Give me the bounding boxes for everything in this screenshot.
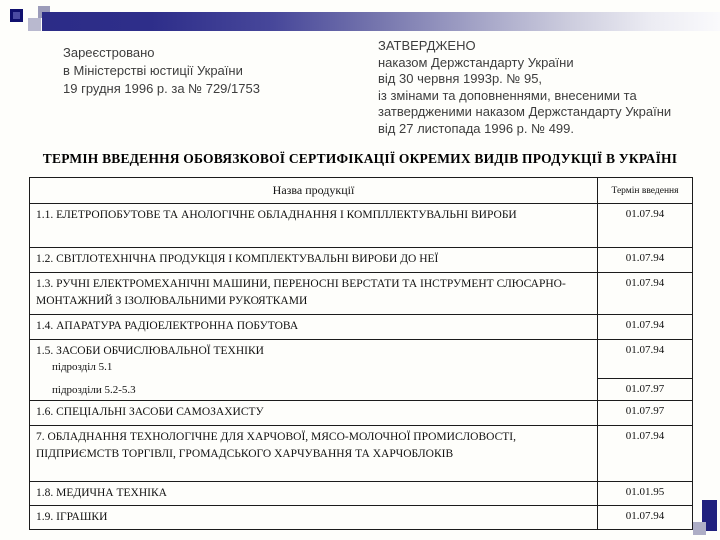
product-name-cell: [30, 401, 598, 426]
product-name-cell: [30, 315, 598, 340]
column-header-term: Термін введення: [598, 178, 693, 204]
table-row: [30, 315, 693, 340]
product-name-cell: [30, 340, 598, 401]
term-cell: 01.01.95: [598, 482, 693, 506]
product-name-text: 7. ОБЛАДНАННЯ ТЕХНОЛОГІЧНЕ ДЛЯ ХАРЧОВОЇ, МЯСО-МОЛОЧНОЇ ПРОМИСЛОВОСТІ, ПІДПРИЄМСТВ ТОРГІВЛІ, ГРОМАДСЬКОГО ХАРЧУВАННЯ ТА ХАРЧОБЛОКІВ: [36, 431, 516, 460]
table-row: [30, 426, 693, 482]
product-name-cell: [30, 273, 598, 315]
table-row: [30, 401, 693, 426]
table-row: [30, 273, 693, 315]
approval-note: [378, 38, 671, 137]
registration-note-line: Зареєстровано: [63, 45, 155, 60]
term-cell: 01.07.94: [598, 273, 693, 315]
product-name-text: 1.8. МЕДИЧНА ТЕХНІКА: [36, 487, 167, 499]
table-row: [30, 340, 693, 379]
product-subitem-text: підрозділ 5.1: [52, 361, 113, 373]
product-name-text: 1.5. ЗАСОБИ ОБЧИСЛЮВАЛЬНОЇ ТЕХНІКИ: [36, 345, 264, 357]
product-name-text: 1.2. СВІТЛОТЕХНІЧНА ПРОДУКЦІЯ І КОМПЛЕКТУВАЛЬНІ ВИРОБИ ДО НЕЇ: [36, 253, 439, 265]
product-name-text: 1.3. РУЧНІ ЕЛЕКТРОМЕХАНІЧНІ МАШИНИ, ПЕРЕНОСНІ ВЕРСТАТИ ТА ІНСТРУМЕНТ СЛЮСАРНО-МОНТАЖНИЙ З ІЗОЛЮВАЛЬНИМИ РУКОЯТКАМИ: [36, 278, 566, 307]
approval-note-line: від 27 листопада 1996 р. № 499.: [378, 120, 574, 136]
term-cell: 01.07.94: [598, 340, 693, 379]
product-name-text: 1.9. ІГРАШКИ: [36, 511, 108, 523]
approval-note-line: із змінами та доповненнями, внесеними та: [378, 87, 637, 103]
pixel-square-inner-blue-icon: [13, 12, 20, 19]
registration-note-line: в Міністерстві юстиції України: [63, 63, 243, 78]
approval-note-line: наказом Держстандарту України: [378, 54, 574, 70]
table-header-row: [30, 178, 693, 204]
column-header-product-name: Назва продукції: [30, 178, 598, 204]
pixel-square-light-gray-icon: [28, 18, 41, 31]
term-cell: 01.07.94: [598, 506, 693, 530]
table-row: [30, 506, 693, 530]
term-cell: 01.07.94: [598, 426, 693, 482]
certification-table: [29, 177, 693, 530]
product-name-text: 1.6. СПЕЦІАЛЬНІ ЗАСОБИ САМОЗАХИСТУ: [36, 406, 264, 418]
page-title: ТЕРМІН ВВЕДЕННЯ ОБОВЯЗКОВОЇ СЕРТИФІКАЦІЇ ОКРЕМИХ ВИДІВ ПРОДУКЦІЇ В УКРАЇНІ: [42, 151, 678, 166]
table-row: [30, 482, 693, 506]
product-name-cell: [30, 482, 598, 506]
product-name-cell: [30, 248, 598, 273]
product-name-text: 1.4. АПАРАТУРА РАДІОЕЛЕКТРОННА ПОБУТОВА: [36, 320, 299, 332]
table-row: [30, 248, 693, 273]
product-name-text: 1.1. ЕЛЕТРОПОБУТОВЕ ТА АНОЛОГІЧНЕ ОБЛАДНАННЯ І КОМПЛЛЕКТУВАЛЬНІ ВИРОБИ: [36, 209, 517, 221]
product-name-cell: [30, 506, 598, 530]
registration-note: [63, 44, 260, 98]
term-cell: 01.07.94: [598, 315, 693, 340]
term-cell: 01.07.97: [598, 401, 693, 426]
approval-note-line: ЗАТВЕРДЖЕНО: [378, 38, 476, 53]
approval-note-line: від 30 червня 1993р. № 95,: [378, 71, 543, 86]
product-name-cell: [30, 204, 598, 248]
top-gradient-bar: [42, 12, 720, 31]
product-subitem-text: підрозділи 5.2-5.3: [52, 384, 136, 396]
product-name-cell: [30, 426, 598, 482]
term-cell: 01.07.94: [598, 248, 693, 273]
approval-note-line: затвердженими наказом Держстандарту України: [378, 104, 672, 119]
term-cell: 01.07.94: [598, 204, 693, 248]
table-row: [30, 204, 693, 248]
registration-note-line: 19 грудня 1996 р. за № 729/1753: [63, 81, 260, 96]
term-cell: 01.07.97: [598, 378, 693, 400]
bottom-right-gray-square-icon: [693, 522, 706, 535]
